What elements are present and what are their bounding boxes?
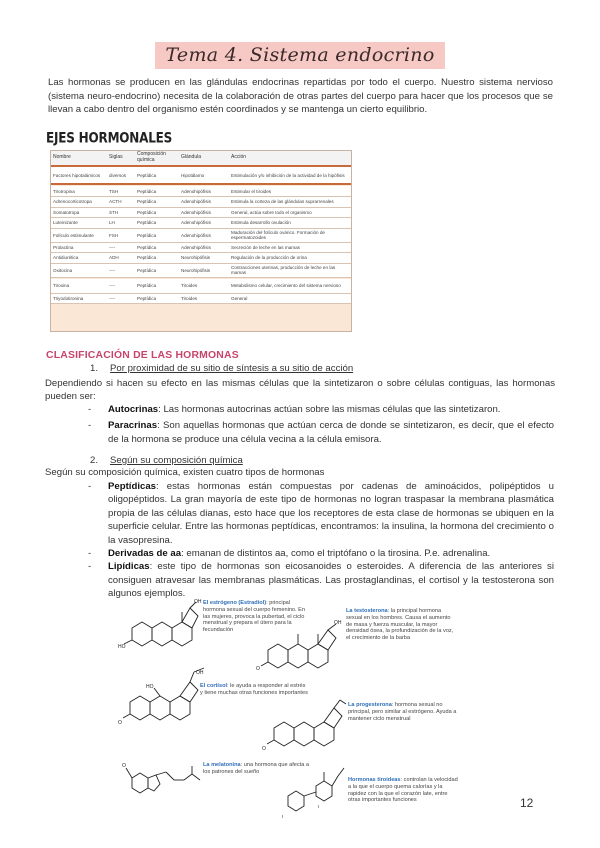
svg-text:O: O (118, 720, 122, 726)
table-cell: diversos (107, 166, 135, 184)
table-cell: Peptídica (135, 197, 179, 208)
caption-text: : hormona sexual no principal, pero similar al estrógeno. Ayuda a mantener ciclo menstrual (348, 702, 457, 722)
caption-tiroideas (348, 777, 460, 804)
table-row (51, 253, 351, 264)
caption-text: : controlan la velocidad a la que el cuerpo quema calorías y la rapidez con la que el corazón late, entre otras importantes funciones (348, 777, 458, 804)
svg-text:I: I (318, 804, 320, 809)
caption-text: : la principal hormona sexual en los hombres. Causa el aumento de masa y fuerza muscular, la mayor densidad ósea, la profundización de la voz, el crecimiento de la barba (346, 608, 454, 642)
subheading-2 (90, 455, 243, 466)
table-cell: Peptídica (135, 279, 179, 293)
clasificacion-heading: CLASIFICACIÓN DE LAS HORMONAS (46, 350, 239, 361)
svg-text:O: O (256, 666, 260, 672)
list-item (86, 403, 554, 416)
section-1-text: Dependiendo si hacen su efecto en las mismas células que la sintetizaron o sobre células contiguas, las hormonas pueden ser: (45, 378, 555, 403)
table-cell: Prolactina (51, 242, 107, 253)
table-cell: ACTH (107, 197, 135, 208)
table-cell: Luteinizante (51, 218, 107, 229)
table-cell: Peptídica (135, 207, 179, 218)
table-cell: Estimula la corteza de las glándulas suprarrenales (229, 197, 351, 208)
table-cell: Hipotálamo (179, 166, 229, 184)
table-row (51, 242, 351, 253)
table-cell: Triyodotironina (51, 293, 107, 304)
table-cell: Adenohipófisis (179, 218, 229, 229)
table-cell: General, actúa sobre todo el organismo (229, 207, 351, 218)
table-cell: Peptídica (135, 228, 179, 242)
table-header-cell: Acción (229, 151, 351, 166)
table-cell: Maduración del folículo ovárico. Formación de espermatozoides (229, 228, 351, 242)
table-cell: Tiroxina (51, 279, 107, 293)
table-cell: Estimular el tiroides (229, 186, 351, 197)
table-header-cell: Composición química (135, 151, 179, 166)
estradiol-structure-icon (118, 598, 204, 650)
table-cell: ---- (107, 279, 135, 293)
table-row (51, 186, 351, 197)
testosterone-structure-icon (256, 618, 344, 672)
progesterone-structure-icon (262, 692, 348, 752)
bullet-text: : emanan de distintos aa, como el triptófano o la tirosina. P.e. adrenalina. (181, 548, 491, 560)
caption-testosterona (346, 608, 456, 642)
table-row (51, 166, 351, 184)
caption-heading: Hormonas tiroideas (348, 777, 401, 783)
table-row (51, 207, 351, 218)
table-cell: Neurohipófisis (179, 253, 229, 264)
table-cell: Contracciones uterinas, producción de leche en las mamas (229, 263, 351, 277)
subheading-number: 1. (90, 363, 99, 374)
list-item (86, 560, 554, 600)
table-cell: ADH (107, 253, 135, 264)
table-cell: Factores hipotalámicos (51, 166, 107, 184)
bullet-term: Autocrinas (108, 404, 159, 415)
caption-progesterona (348, 702, 458, 722)
hormones-table-image (50, 150, 352, 332)
title-wrap (0, 42, 600, 69)
svg-text:HO: HO (118, 644, 126, 650)
table-cell: Neurohipófisis (179, 263, 229, 277)
list-item (86, 480, 554, 547)
table-header-cell: Nombre (51, 151, 107, 166)
caption-heading: El estrógeno (Estradiol) (203, 600, 267, 606)
table-row (51, 293, 351, 304)
caption-heading: La testosterona (346, 608, 388, 614)
table-cell: Tiroides (179, 293, 229, 304)
table-cell: ---- (107, 293, 135, 304)
subheading-title: Según su composición química (110, 455, 243, 466)
section-2-bullets (86, 480, 554, 601)
table-row (51, 228, 351, 242)
table-cell: Peptídica (135, 166, 179, 184)
table-cell: LH (107, 218, 135, 229)
table-cell: Adenohipófisis (179, 197, 229, 208)
bullet-text: : Las hormonas autocrinas actúan sobre las mismas células que las sintetizaron. (158, 404, 501, 415)
caption-text: : una hormona que afecta a los patrones del sueño (203, 762, 310, 775)
intro-paragraph: Las hormonas se producen en las glándulas endocrinas repartidas por todo el cuerpo. Nuestro sistema nervioso (sistema neuro-endocrino) necesita de la colaboración de otras partes del cuerpo para hacer que los procesos que se llevan a cabo dentro del organismo estén coordinados y se mantenga un cierto equilibrio. (48, 77, 553, 116)
table-cell: Somatotropa (51, 207, 107, 218)
table-header-cell: Glándula (179, 151, 229, 166)
table-cell: Tiroides (179, 279, 229, 293)
table-cell: ---- (107, 242, 135, 253)
table-cell: ---- (107, 263, 135, 277)
page-title: Tema 4. Sistema endocrino (155, 42, 444, 69)
table-cell: Metabolismo celular, crecimiento del sistema nervioso (229, 279, 351, 293)
list-item (86, 547, 554, 560)
table-cell: Peptídica (135, 293, 179, 304)
subheading-1 (90, 363, 353, 374)
table-cell: Antidiurética (51, 253, 107, 264)
bullet-term: Lipídicas (108, 561, 150, 573)
thyroid-hormone-structure-icon (282, 762, 350, 820)
melatonin-structure-icon (122, 758, 210, 804)
table-cell: Adenohipófisis (179, 207, 229, 218)
bullet-term: Paracrinas (108, 420, 158, 432)
subheading-number: 2. (90, 455, 99, 466)
table-row (51, 197, 351, 208)
table-cell: Peptídica (135, 242, 179, 253)
caption-text: : principal hormona sexual del cuerpo femenino. En las mujeres, provoca la pubertad, el ciclo menstrual y prepara el útero para la fecundación (203, 600, 305, 634)
subheading-title: Por proximidad de su sitio de síntesis a su sitio de acción (110, 363, 354, 374)
caption-heading: La progesterona (348, 702, 392, 708)
svg-text:O: O (262, 746, 266, 752)
section-1-bullets (86, 403, 554, 446)
table-cell: Tirotropina (51, 186, 107, 197)
table-cell: Regulación de la producción de orina (229, 253, 351, 264)
table-cell: Estimulación y/o inhibición de la actividad de la hipófisis (229, 166, 351, 184)
svg-text:O: O (122, 763, 126, 769)
table-cell: Secreción de leche en las mamas (229, 242, 351, 253)
table-cell: Oxitocina (51, 263, 107, 277)
table-row (51, 218, 351, 229)
table-cell: Adenohipófisis (179, 186, 229, 197)
table-row (51, 263, 351, 277)
page-number: 12 (520, 796, 534, 810)
table-row (51, 279, 351, 293)
bullet-text: : este tipo de hormonas son eicosanoides o esteroides. A diferencia de las anteriores si consiguen atravesar las membranas plasmáticas. Las prostaglandinas, el cortisol y la testosterona son algunos ejemplos. (108, 561, 554, 600)
svg-text:HO: HO (146, 684, 154, 690)
hormones-table (51, 151, 351, 304)
caption-heading: La melatonina (203, 762, 241, 768)
section-2-text: Según su composición química, existen cuatro tipos de hormonas (45, 467, 325, 478)
table-cell: Peptídica (135, 218, 179, 229)
table-cell: TSH (107, 186, 135, 197)
svg-text:I: I (282, 814, 284, 819)
bullet-text: : estas hormonas están compuestas por cadenas de aminoácidos, polipéptidos u oligopéptidos. La gran mayoría de este tipo de hormonas no logran traspasar la membrana plasmática propia de las células dianas, esto hace que los receptores de esta clase de hormonas se ubiquen en la superficie celular. Entre las hormonas peptídicas, encontramos: la insulina, la hormona del crecimiento o la vasopresina. (108, 481, 554, 546)
caption-heading: El cortisol (200, 683, 228, 689)
table-cell: Adenohipófisis (179, 228, 229, 242)
table-cell: Estimula desarrollo ovulación (229, 218, 351, 229)
svg-text:OH: OH (196, 670, 204, 676)
table-cell: Adenohipófisis (179, 242, 229, 253)
caption-text: : le ayuda a responder al estrés y tiene muchas otras funciones importantes (200, 683, 308, 696)
table-cell: Adrenocorticotropa (51, 197, 107, 208)
table-cell: STH (107, 207, 135, 218)
table-body (51, 166, 351, 304)
table-cell: FSH (107, 228, 135, 242)
table-cell: Folículo estimulante (51, 228, 107, 242)
svg-text:OH: OH (334, 620, 342, 626)
table-cell: Peptídica (135, 253, 179, 264)
table-cell: General (229, 293, 351, 304)
ejes-hormonales-heading: EJES HORMONALES (46, 130, 173, 147)
bullet-text: : Son aquellas hormonas que actúan cerca de donde se sintetizaron, es decir, que el efecto de la hormona se produce una célula vecina a la célula emisora. (108, 420, 554, 445)
table-header-row (51, 151, 351, 166)
table-cell: Peptídica (135, 263, 179, 277)
bullet-term: Peptídicas (108, 481, 156, 492)
svg-text:OH: OH (194, 599, 202, 605)
list-item (86, 419, 554, 446)
table-header-cell: Siglas (107, 151, 135, 166)
bullet-term: Derivadas de aa (108, 548, 182, 560)
cortisol-structure-icon (118, 664, 208, 726)
table-cell: Peptídica (135, 186, 179, 197)
